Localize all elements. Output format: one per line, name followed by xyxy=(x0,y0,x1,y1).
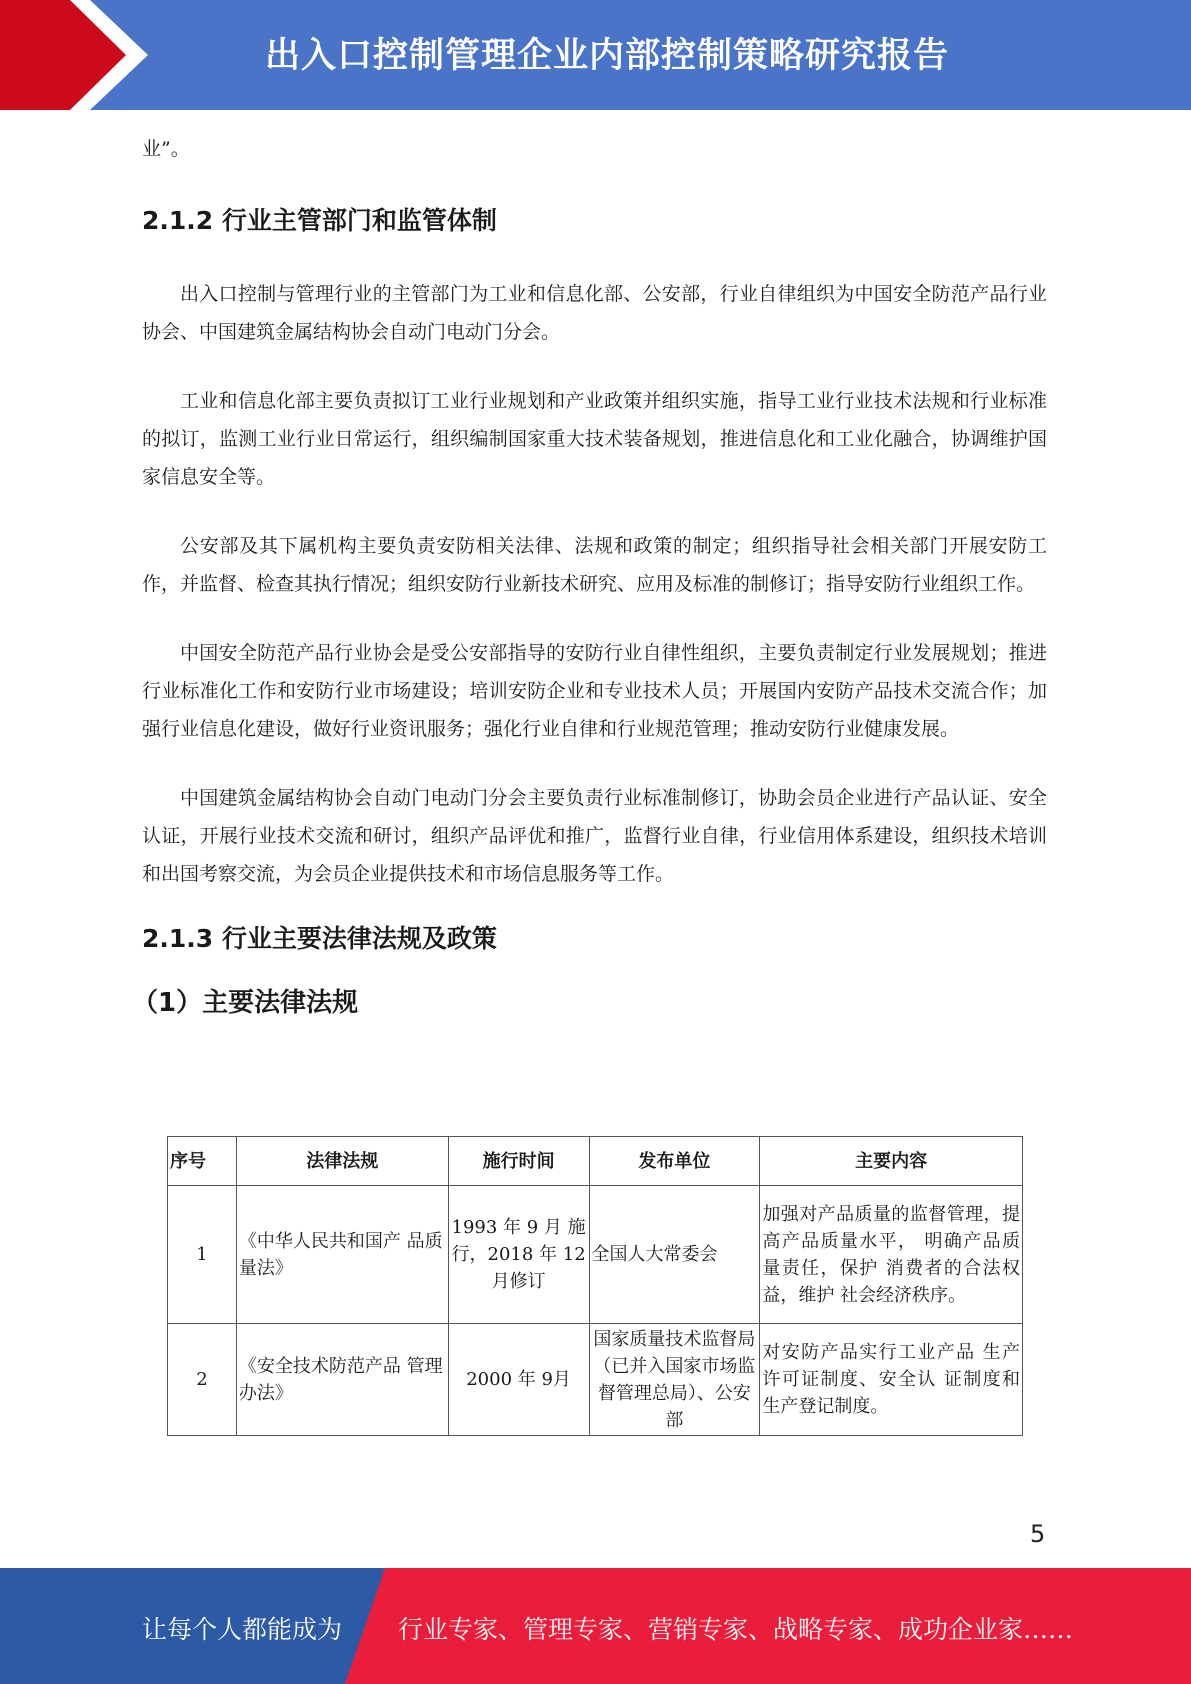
cell-issuer: 全国人大常委会 xyxy=(589,1186,760,1324)
carry-over-text: 业”。 xyxy=(142,138,190,160)
paragraph: 中国建筑金属结构协会自动门电动门分会主要负责行业标准制修订，协助会员企业进行产品认证、安全认证，开展行业技术交流和研讨，组织产品评优和推广，监督行业自律，行业信用体系建设，组织技术培训和出国考察交流，为会员企业提供技术和市场信息服务等工作。 xyxy=(142,787,1047,885)
table-row xyxy=(168,1324,1023,1436)
cell-law-name: 《安全技术防范产品 管理办法》 xyxy=(236,1324,448,1436)
paragraph: 工业和信息化部主要负责拟订工业行业规划和产业政策并组织实施，指导工业行业技术法规和行业标准的拟订，监测工业行业日常运行，组织编制国家重大技术装备规划，推进信息化和工业化融合，协调维护国家信息安全等。 xyxy=(142,390,1047,488)
table-header-row xyxy=(168,1137,1023,1186)
page-number: 5 xyxy=(1030,1520,1046,1548)
column-header-effective-date: 施行时间 xyxy=(448,1137,589,1186)
column-header-content: 主要内容 xyxy=(760,1137,1023,1186)
cell-law-name: 《中华人民共和国产 品质量法》 xyxy=(236,1186,448,1324)
cell-index: 1 xyxy=(168,1186,237,1324)
section-heading-2-1-2: 2.1.2 行业主管部门和监管体制 xyxy=(142,206,497,235)
subsection-heading: （1）主要法律法规 xyxy=(132,988,359,1018)
report-title: 出入口控制管理企业内部控制策略研究报告 xyxy=(265,36,950,76)
table-row xyxy=(168,1186,1023,1324)
column-header-issuer: 发布单位 xyxy=(589,1137,760,1186)
paragraph: 出入口控制与管理行业的主管部门为工业和信息化部、公安部，行业自律组织为中国安全防范产品行业协会、中国建筑金属结构协会自动门电动门分会。 xyxy=(142,283,1047,343)
page-footer-banner xyxy=(0,1568,1191,1684)
footer-slogan-left: 让每个人都能成为 xyxy=(142,1615,343,1644)
paragraph: 公安部及其下属机构主要负责安防相关法律、法规和政策的制定；组织指导社会相关部门开展安防工作，并监督、检查其执行情况；组织安防行业新技术研究、应用及标准的制修订；指导安防行业组织工作。 xyxy=(142,535,1047,595)
cell-content: 对安防产品实行工业产品 生产许可证制度、安全认 证制度和生产登记制度。 xyxy=(760,1324,1023,1436)
page-header-banner xyxy=(0,0,1191,110)
column-header-index: 序号 xyxy=(168,1137,237,1186)
cell-content: 加强对产品质量的监督管理，提高产品质量水平， 明确产品质量责任，保护 消费者的合法权益，维护 社会经济秩序。 xyxy=(760,1186,1023,1324)
paragraph: 中国安全防范产品行业协会是受公安部指导的安防行业自律性组织，主要负责制定行业发展规划；推进行业标准化工作和安防行业市场建设；培训安防企业和专业技术人员；开展国内安防产品技术交流合作；加强行业信息化建设，做好行业资讯服务；强化行业自律和行业规范管理；推动安防行业健康发展。 xyxy=(142,642,1047,740)
section-heading-2-1-3: 2.1.3 行业主要法律法规及政策 xyxy=(142,924,497,953)
page-content xyxy=(132,130,1047,1023)
red-chevron-decoration xyxy=(0,0,150,110)
cell-issuer: 国家质量技术监督局（已并入国家市场监督管理总局）、公安部 xyxy=(589,1324,760,1436)
cell-effective-date: 1993 年 9 月 施行，2018 年 12 月修订 xyxy=(448,1186,589,1324)
column-header-law: 法律法规 xyxy=(236,1137,448,1186)
laws-table xyxy=(167,1136,1023,1436)
cell-effective-date: 2000 年 9月 xyxy=(448,1324,589,1436)
cell-index: 2 xyxy=(168,1324,237,1436)
footer-slogan-right: 行业专家、管理专家、营销专家、战略专家、成功企业家…… xyxy=(398,1615,1074,1644)
